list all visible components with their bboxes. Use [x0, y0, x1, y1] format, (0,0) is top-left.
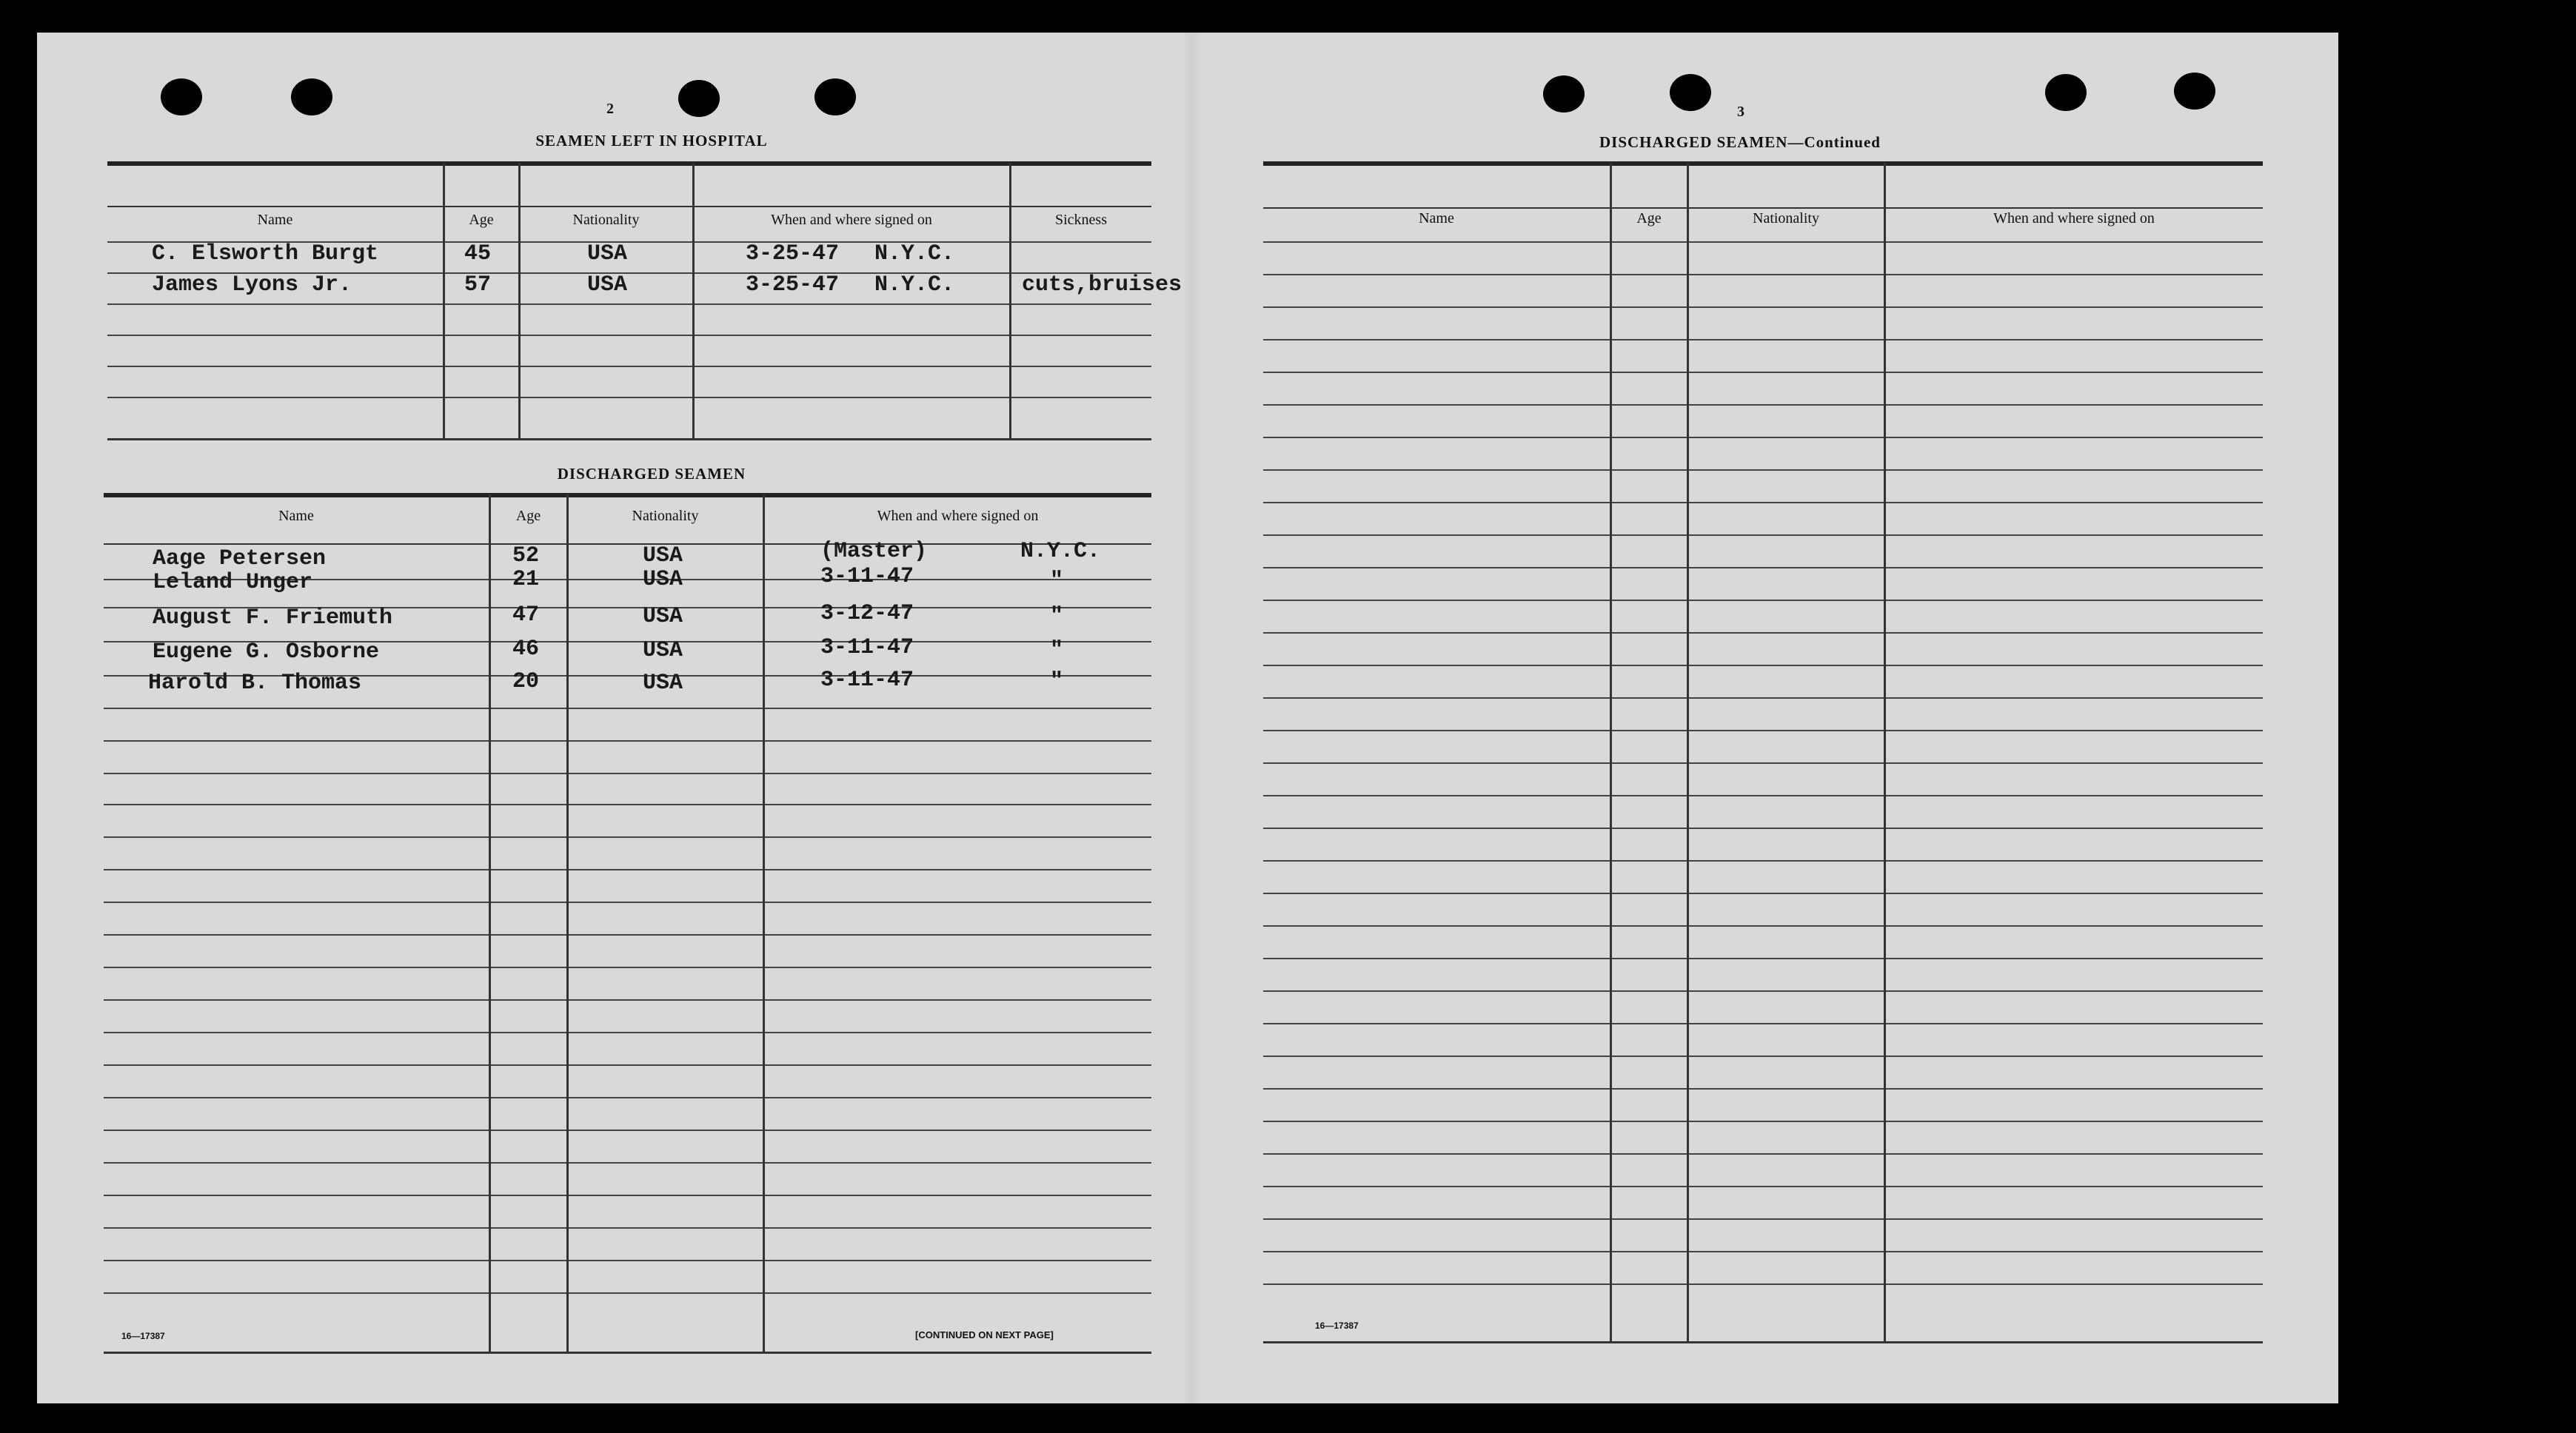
discharged-section-title: DISCHARGED SEAMEN — [557, 465, 746, 483]
header-signed-on: When and where signed on — [877, 508, 1039, 524]
punch-hole — [678, 80, 720, 117]
discharged-cell-date: 3-11-47 — [820, 668, 914, 693]
header-nationality: Nationality — [572, 212, 640, 228]
discharged-cell-date: (Master) — [820, 539, 928, 564]
discharged-cell-name: Harold B. Thomas — [148, 671, 362, 696]
header-signed-on: When and where signed on — [771, 212, 932, 228]
hospital-cell-place: N.Y.C. — [874, 241, 955, 266]
hospital-cell-name: James Lyons Jr. — [152, 272, 352, 298]
discharged-cell-place: " — [1050, 669, 1064, 694]
document-scan — [37, 33, 2338, 1403]
header-age: Age — [515, 508, 541, 524]
form-code: 16—17387 — [1315, 1320, 1359, 1331]
page-number: 2 — [606, 101, 614, 117]
discharged-cell-age: 52 — [512, 543, 540, 568]
discharged-cell-place: " — [1050, 568, 1064, 594]
hospital-cell-sickness: cuts,bruises — [1022, 272, 1182, 298]
discharged-cell-age: 20 — [512, 669, 540, 694]
discharged-cell-nationality: USA — [643, 638, 683, 663]
discharged-cell-date: 3-12-47 — [820, 601, 914, 626]
header-nationality: Nationality — [632, 508, 699, 524]
discharged-cell-name: Eugene G. Osborne — [153, 640, 380, 665]
discharged-cell-nationality: USA — [643, 567, 683, 592]
header-nationality: Nationality — [1753, 210, 1819, 226]
header-signed-on: When and where signed on — [1993, 210, 2155, 226]
form-code: 16—17387 — [121, 1331, 165, 1341]
punch-hole — [2045, 74, 2087, 111]
continued-note: [CONTINUED ON NEXT PAGE] — [915, 1329, 1054, 1340]
discharged-cell-date: 3-11-47 — [820, 564, 914, 589]
punch-hole — [2174, 73, 2215, 110]
discharged-cell-nationality: USA — [643, 671, 683, 696]
header-sickness: Sickness — [1055, 212, 1107, 228]
discharged-cell-place: N.Y.C. — [1020, 539, 1101, 564]
hospital-cell-date: 3-25-47 — [746, 241, 840, 266]
discharged-cell-age: 21 — [512, 567, 540, 592]
discharged-cell-age: 46 — [512, 637, 540, 662]
punch-hole — [1670, 74, 1711, 111]
discharged-continued-table — [1263, 161, 2263, 1353]
left-page — [37, 33, 1192, 1403]
hospital-cell-nationality: USA — [587, 241, 628, 266]
discharged-cell-nationality: USA — [643, 604, 683, 629]
right-page — [1192, 33, 2338, 1403]
header-age: Age — [469, 212, 494, 228]
hospital-cell-age: 45 — [464, 241, 492, 266]
header-name: Name — [1419, 210, 1454, 226]
hospital-cell-date: 3-25-47 — [746, 272, 840, 298]
header-name: Name — [257, 212, 293, 228]
discharged-cell-place: " — [1050, 638, 1064, 663]
hospital-cell-nationality: USA — [587, 272, 628, 298]
discharged-table — [104, 493, 1151, 1359]
page-number: 3 — [1737, 104, 1744, 120]
hospital-table — [107, 161, 1182, 450]
hospital-cell-place: N.Y.C. — [874, 272, 955, 298]
discharged-cell-name: Leland Unger — [153, 570, 313, 595]
hospital-cell-name: C. Elsworth Burgt — [152, 241, 379, 266]
discharged-cell-date: 3-11-47 — [820, 635, 914, 660]
punch-hole — [291, 78, 332, 115]
discharged-continued-title: DISCHARGED SEAMEN—Continued — [1599, 133, 1881, 151]
discharged-cell-place: " — [1050, 604, 1064, 629]
discharged-cell-age: 47 — [512, 603, 540, 628]
punch-hole — [814, 78, 856, 115]
hospital-cell-age: 57 — [464, 272, 492, 298]
hospital-section-title: SEAMEN LEFT IN HOSPITAL — [535, 132, 768, 150]
discharged-cell-name: August F. Friemuth — [153, 605, 393, 631]
punch-hole — [1543, 75, 1585, 113]
punch-hole — [161, 78, 202, 115]
discharged-cell-nationality: USA — [643, 543, 683, 568]
header-name: Name — [278, 508, 314, 524]
header-age: Age — [1636, 210, 1662, 226]
discharged-cell-name: Aage Petersen — [153, 546, 327, 571]
